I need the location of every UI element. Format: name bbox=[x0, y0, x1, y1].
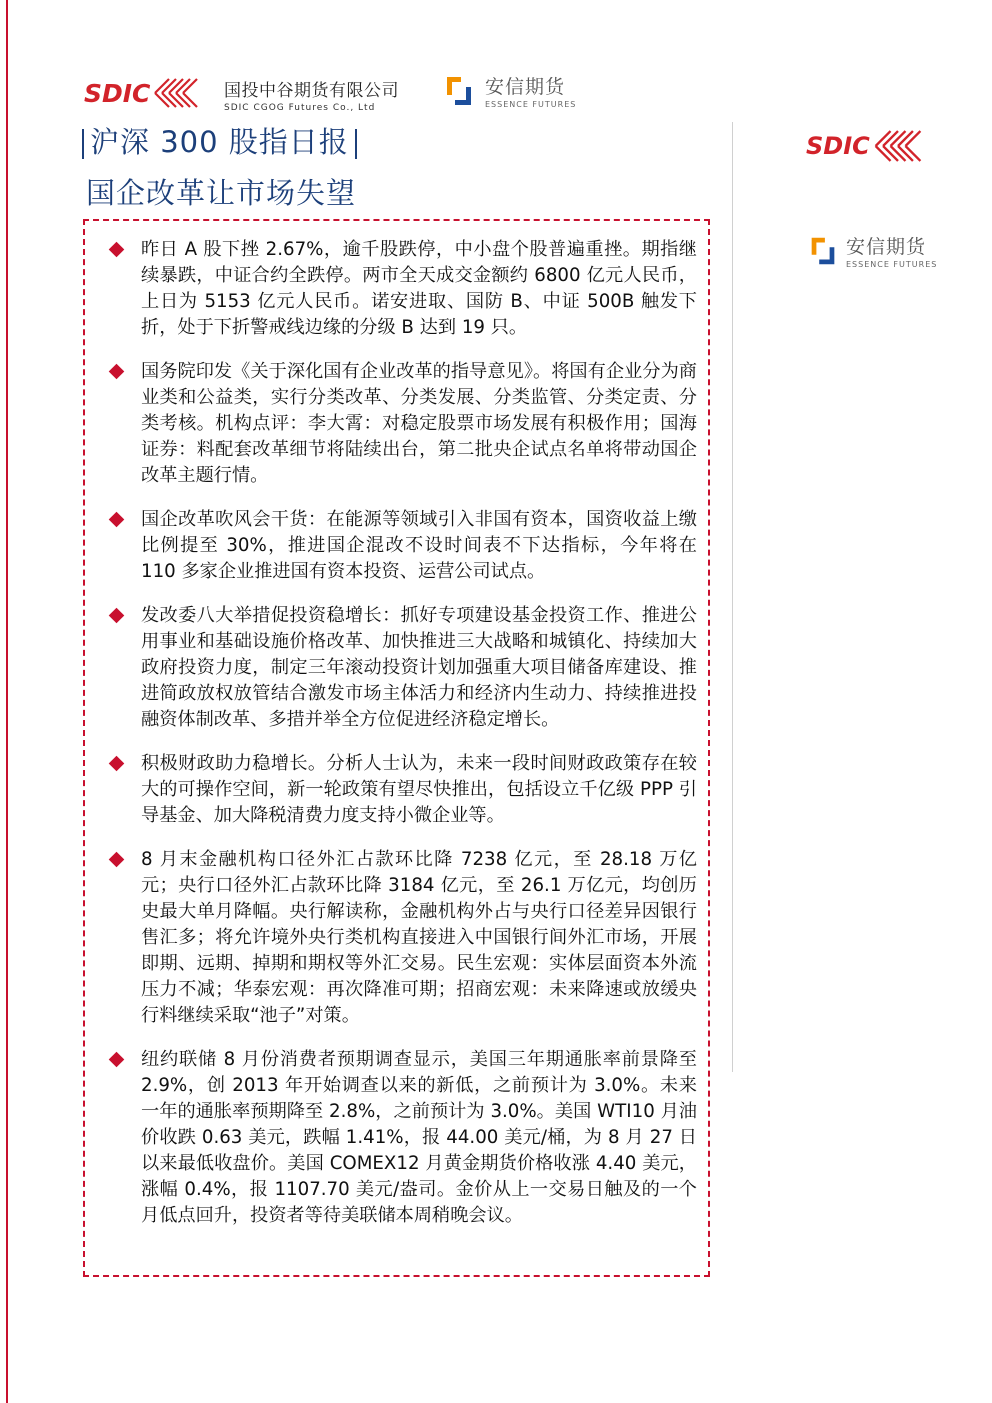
news-bullet-text: 纽约联储 8 月份消费者预期调查显示，美国三年期通胀率前景降至 2.9%，创 2013 年开始调查以来的新低，之前预计为 3.0%。未来一年的通胀率预期降至 2.8%，之前预计为 3.0%。美国 WTI10 月油价收跌 0.63 美元，跌幅 1.41%，报 44.00 美元/桶，为 8 月 27 日以来最低收盘价。美国 COMEX12 月黄金期货价格收涨 4.40 美元，涨幅 0.4%，报 1107.70 美元/盎司。金价从上一交易日触及的一个月低点回升，投资者等待美联储本周稍晚会议。 bbox=[141, 1049, 697, 1226]
sidebar-essence-logo bbox=[806, 232, 937, 269]
sidebar-essence-logo-icon bbox=[806, 235, 840, 267]
red-diamond-icon bbox=[109, 1052, 125, 1068]
red-diamond-icon bbox=[109, 242, 125, 258]
report-title bbox=[76, 120, 363, 161]
title-bar-left bbox=[82, 129, 84, 159]
red-diamond-icon bbox=[109, 852, 125, 868]
sdic-diamond-icon bbox=[153, 78, 199, 108]
news-bullet-item bbox=[107, 237, 697, 341]
company-name-en: SDIC CGOG Futures Co., Ltd bbox=[224, 103, 376, 113]
red-diamond-icon bbox=[109, 364, 125, 380]
sidebar-essence-name-cn: 安信期货 bbox=[846, 236, 927, 258]
news-summary-box bbox=[83, 219, 710, 1277]
sdic-logo-text: SDIC bbox=[84, 78, 151, 108]
essence-name-en: ESSENCE FUTURES bbox=[485, 100, 577, 109]
news-bullet-text: 国企改革吹风会干货：在能源等领域引入非国有资本，国资收益上缴比例提至 30%，推进国企混改不设时间表不下达指标，今年将在 110 多家企业推进国有资本投资、运营公司试点。 bbox=[141, 509, 697, 582]
news-bullet-item bbox=[107, 1047, 697, 1229]
title-bar-right bbox=[355, 129, 357, 159]
news-bullet-item bbox=[107, 603, 697, 733]
essence-logo-icon bbox=[441, 75, 477, 107]
news-bullet-item bbox=[107, 847, 697, 1029]
news-bullet-item bbox=[107, 751, 697, 829]
left-margin-rule bbox=[6, 0, 8, 1403]
news-bullet-item bbox=[107, 507, 697, 585]
column-divider bbox=[732, 122, 733, 1072]
red-diamond-icon bbox=[109, 756, 125, 772]
sidebar-sdic-logo-text: SDIC bbox=[806, 132, 870, 160]
report-title-text: 沪深 300 股指日报 bbox=[90, 125, 349, 159]
red-diamond-icon bbox=[109, 608, 125, 624]
news-bullet-list bbox=[107, 237, 697, 1247]
news-bullet-text: 发改委八大举措促投资稳增长：抓好专项建设基金投资工作、推进公用事业和基础设施价格改革、加快推进三大战略和城镇化、持续加大政府投资力度，制定三年滚动投资计划加强重大项目储备库建设、推进简政放权放管结合激发市场主体活力和经济内生动力、持续推进投融资体制改革、多措并举全方位促进经济稳定增长。 bbox=[141, 605, 697, 730]
news-bullet-text: 昨日 A 股下挫 2.67%，逾千股跌停，中小盘个股普遍重挫。期指继续暴跌，中证合约全跌停。两市全天成交金额约 6800 亿元人民币，上日为 5153 亿元人民币。诺安进取、国防 B、中证 500B 触发下折，处于下折警戒线边缘的分级 B 达到 19 只。 bbox=[141, 239, 697, 338]
news-bullet-text: 积极财政助力稳增长。分析人士认为，未来一段时间财政政策存在较大的可操作空间，新一轮政策有望尽快推出，包括设立千亿级 PPP 引导基金、加大降税清费力度支持小微企业等。 bbox=[141, 753, 697, 826]
sidebar-sdic-diamond-icon bbox=[873, 130, 923, 162]
essence-futures-logo bbox=[441, 72, 576, 109]
red-diamond-icon bbox=[109, 512, 125, 528]
sidebar-essence-name-en: ESSENCE FUTURES bbox=[846, 260, 938, 269]
news-bullet-item bbox=[107, 359, 697, 489]
sdic-logo bbox=[84, 76, 199, 110]
essence-name-cn: 安信期货 bbox=[485, 76, 566, 98]
news-bullet-text: 8 月末金融机构口径外汇占款环比降 7238 亿元，至 28.18 万亿元；央行口径外汇占款环比降 3184 亿元，至 26.1 万亿元，均创历史最大单月降幅。央行解读称，金融机构外占与央行口径差异因银行售汇多；将允许境外央行类机构直接进入中国银行间外汇市场，开展即期、远期、掉期和期权等外汇交易。民生宏观：实体层面资本外流压力不减；华泰宏观：再次降准可期；招商宏观：未来降速或放缓央行料继续采取“池子”对策。 bbox=[141, 849, 697, 1026]
sidebar-sdic-logo bbox=[806, 130, 923, 162]
company-name-cn: 国投中谷期货有限公司 bbox=[224, 81, 399, 101]
news-bullet-text: 国务院印发《关于深化国有企业改革的指导意见》。将国有企业分为商业类和公益类，实行分类改革、分类发展、分类监管、分类定责、分类考核。机构点评：李大霄：对稳定股票市场发展有积极作用；国海证券：料配套改革细节将陆续出台，第二批央企试点名单将带动国企改革主题行情。 bbox=[141, 361, 697, 486]
report-headline: 国企改革让市场失望 bbox=[86, 176, 357, 210]
company-name bbox=[224, 76, 399, 113]
